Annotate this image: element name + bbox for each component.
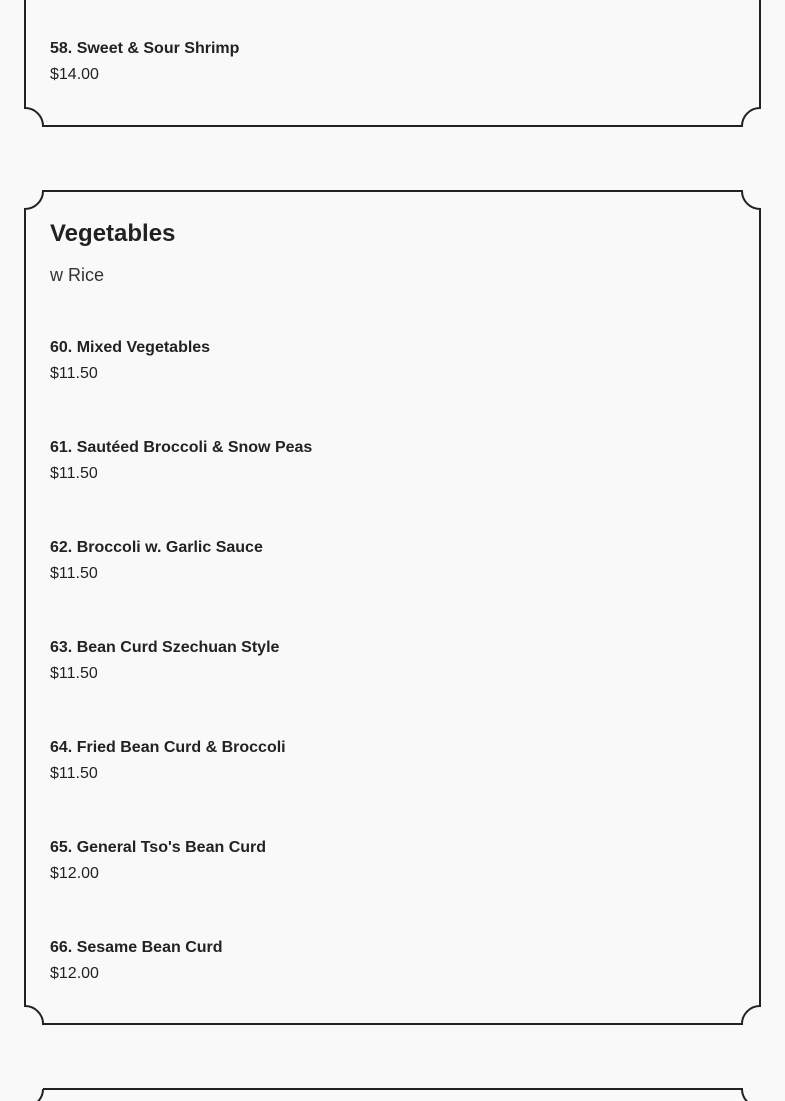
menu-item[interactable] xyxy=(50,538,263,584)
menu-item[interactable] xyxy=(50,338,210,384)
menu-item-name: 64. Fried Bean Curd & Broccoli xyxy=(50,739,286,756)
menu-item[interactable] xyxy=(50,39,239,85)
card-border xyxy=(24,1088,761,1101)
menu-section-card-next xyxy=(24,1088,761,1101)
menu-section-card-previous xyxy=(24,0,761,126)
menu-item-price: $12.00 xyxy=(50,965,99,982)
menu-item-name: 61. Sautéed Broccoli & Snow Peas xyxy=(50,439,313,456)
menu-item-price: $11.50 xyxy=(50,465,98,482)
menu-item-name: 66. Sesame Bean Curd xyxy=(50,939,223,956)
menu-item[interactable] xyxy=(50,838,266,884)
menu-item-price: $11.50 xyxy=(50,365,98,382)
menu-item-name: 65. General Tso's Bean Curd xyxy=(50,839,267,856)
section-title: Vegetables xyxy=(50,220,176,247)
menu-item-price: $14.00 xyxy=(50,66,99,83)
menu-item-price: $11.50 xyxy=(50,565,98,582)
menu-section-card-vegetables xyxy=(24,190,761,1025)
menu-item[interactable] xyxy=(50,638,279,684)
section-subtitle: w Rice xyxy=(50,265,105,285)
menu-item-name: 62. Broccoli w. Garlic Sauce xyxy=(50,539,263,556)
menu-item-name: 60. Mixed Vegetables xyxy=(50,339,211,356)
menu-item-price: $12.00 xyxy=(50,865,99,882)
menu-item-name: 63. Bean Curd Szechuan Style xyxy=(50,639,280,656)
card-border xyxy=(24,190,761,1025)
menu-item-name: 58. Sweet & Sour Shrimp xyxy=(50,40,240,57)
menu-item-price: $11.50 xyxy=(50,665,98,682)
menu-item-price: $11.50 xyxy=(50,765,98,782)
menu-item[interactable] xyxy=(50,938,223,984)
menu-item[interactable] xyxy=(50,438,312,484)
menu-item[interactable] xyxy=(50,738,286,784)
